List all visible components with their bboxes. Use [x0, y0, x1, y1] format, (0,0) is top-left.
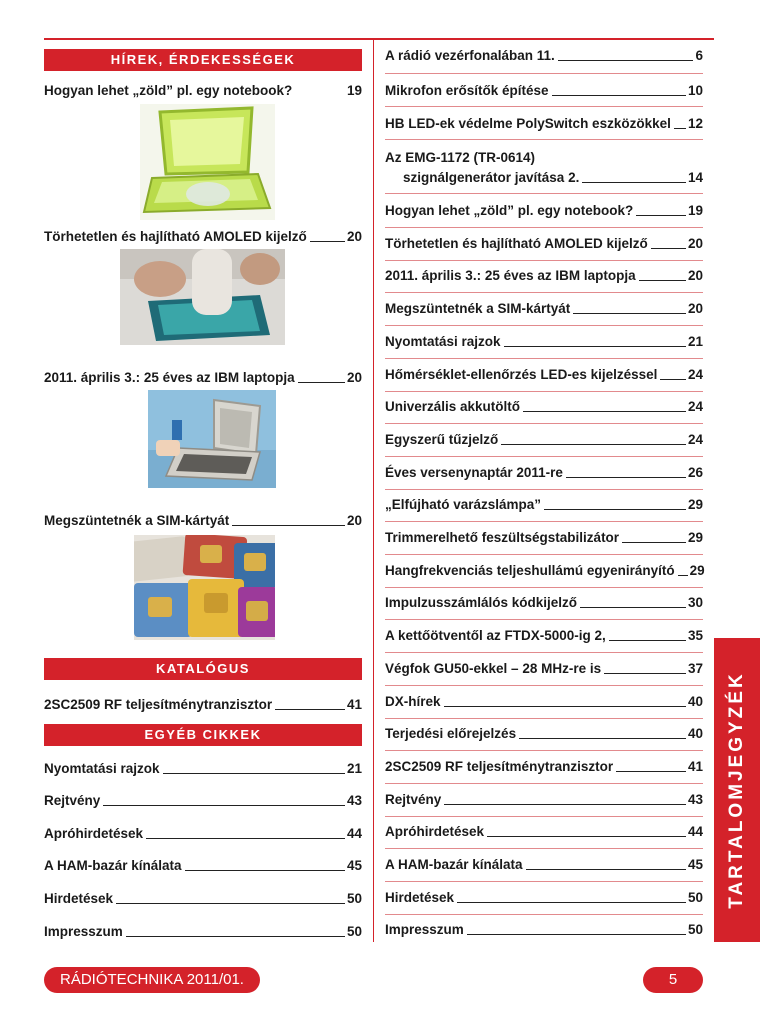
entry-page: 50: [687, 889, 703, 905]
entry-title: Nyomtatási rajzok: [44, 761, 160, 776]
toc-entry[interactable]: [385, 367, 703, 383]
catalog-header: KATALÓGUS: [44, 658, 362, 680]
entry-page: 40: [687, 693, 703, 709]
toc-entry[interactable]: [385, 465, 703, 481]
entry-title: Nyomtatási rajzok: [385, 333, 501, 349]
entry-title: DX-hírek: [385, 693, 441, 709]
sim-cards-image: [134, 535, 275, 640]
separator: [385, 106, 703, 107]
entry-title: 2SC2509 RF teljesítménytranzisztor: [385, 758, 614, 774]
entry-title: Trimmerelhető feszültségstabilizátor: [385, 530, 620, 545]
separator: [385, 881, 703, 882]
separator: [385, 391, 703, 392]
entry-page: 21: [687, 333, 703, 349]
toc-entry[interactable]: [385, 857, 703, 873]
entry-page: 20: [346, 513, 362, 528]
separator: [385, 750, 703, 751]
entry-page: 50: [346, 891, 362, 906]
entry-title: A HAM-bazár kínálata: [44, 858, 182, 873]
separator: [385, 456, 703, 457]
separator: [385, 193, 703, 194]
separator: [385, 718, 703, 719]
entry-title: A kettőötventől az FTDX-5000-ig 2,: [385, 628, 606, 644]
toc-entry[interactable]: [385, 824, 703, 840]
toc-entry-emg[interactable]: [385, 150, 703, 186]
separator: [385, 914, 703, 915]
separator: [385, 489, 703, 490]
entry-page: 14: [687, 170, 703, 185]
separator: [385, 619, 703, 620]
entry-title: Egyszerű tűzjelző: [385, 431, 499, 447]
entry-title: Apróhirdetések: [44, 826, 144, 841]
sidebar-title: TARTALOMJEGYZÉK: [726, 671, 747, 909]
entry-page: 29: [687, 530, 703, 545]
toc-entry[interactable]: [385, 792, 703, 808]
entry-title: Hirdetések: [385, 889, 455, 905]
other-entry-rejtveny[interactable]: [44, 793, 362, 809]
entry-title: Törhetetlen és hajlítható AMOLED kijelző: [385, 235, 648, 251]
entry-page: 37: [687, 660, 703, 676]
entry-page: 24: [687, 399, 703, 415]
entry-page: 20: [687, 235, 703, 251]
toc-entry[interactable]: [385, 334, 703, 350]
entry-page: 20: [346, 370, 362, 385]
other-entry-impresszum[interactable]: [44, 924, 362, 940]
toc-entry[interactable]: [385, 563, 703, 579]
entry-title: Terjedési előrejelzés: [385, 726, 517, 742]
toc-entry[interactable]: [385, 432, 703, 448]
entry-title: Hirdetések: [44, 891, 114, 906]
entry-title: „Elfújható varázslámpa”: [385, 497, 542, 513]
entry-title: 2SC2509 RF teljesítménytranzisztor: [44, 697, 273, 712]
separator: [385, 816, 703, 817]
separator: [385, 554, 703, 555]
separator: [385, 587, 703, 588]
entry-title: Rejtvény: [44, 793, 101, 808]
toc-entry[interactable]: [385, 236, 703, 252]
entry-title: A HAM-bazár kínálata: [385, 857, 523, 872]
toc-entry[interactable]: [385, 922, 703, 938]
entry-page: 50: [346, 924, 362, 939]
toc-entry[interactable]: [385, 759, 703, 775]
entry-page: 50: [687, 922, 703, 938]
entry-page: 24: [687, 431, 703, 447]
toc-entry-radio[interactable]: [385, 48, 703, 64]
toc-entry[interactable]: [385, 726, 703, 742]
news-header: HÍREK, ÉRDEKESSÉGEK: [44, 49, 362, 71]
toc-entry[interactable]: [385, 661, 703, 677]
toc-entry[interactable]: [385, 203, 703, 219]
separator: [385, 325, 703, 326]
news-entry-ibm[interactable]: [44, 370, 362, 386]
toc-entry[interactable]: [385, 628, 703, 644]
separator: [385, 292, 703, 293]
entry-page: 21: [346, 761, 362, 776]
news-entry-sim[interactable]: [44, 513, 362, 529]
entry-page: 44: [687, 824, 703, 840]
entry-page: 45: [687, 857, 703, 872]
entry-page: 30: [687, 595, 703, 611]
green-notebook-image: [140, 104, 275, 220]
toc-entry[interactable]: [385, 399, 703, 415]
footer-magazine-badge: RÁDIÓTECHNIKA 2011/01.: [44, 967, 260, 993]
entry-title: Hogyan lehet „zöld” pl. egy notebook?: [385, 203, 634, 218]
separator: [385, 260, 703, 261]
toc-entry-hb-led[interactable]: [385, 116, 703, 132]
entry-page: 20: [687, 268, 703, 284]
entry-title: Univerzális akkutöltő: [385, 399, 521, 415]
separator: [385, 358, 703, 359]
entry-title: Megszüntetnék a SIM-kártyát: [385, 301, 571, 317]
entry-page: 19: [346, 83, 362, 98]
entry-page: 10: [687, 83, 703, 98]
entry-title: Hangfrekvenciás teljeshullámú egyenirányító: [385, 562, 675, 578]
entry-title: Apróhirdetések: [385, 824, 485, 840]
entry-page: 43: [687, 791, 703, 807]
entry-page: 29: [687, 497, 703, 513]
footer-page-number: 5: [643, 967, 703, 993]
entry-page: 6: [695, 48, 703, 63]
entry-page: 41: [687, 758, 703, 774]
entry-page: 26: [687, 464, 703, 480]
entry-title: Hőmérséklet-ellenőrzés LED-es kijelzéssel: [385, 366, 658, 382]
separator: [385, 423, 703, 424]
other-entry-hirdetesek[interactable]: [44, 891, 362, 907]
catalog-entry-2sc2509[interactable]: [44, 697, 362, 713]
entry-title: Hogyan lehet „zöld” pl. egy notebook?: [44, 83, 293, 98]
entry-title: Impresszum: [385, 922, 464, 938]
entry-title: Rejtvény: [385, 791, 442, 807]
other-header: EGYÉB CIKKEK: [44, 724, 362, 746]
separator: [385, 848, 703, 849]
entry-page: 35: [687, 628, 703, 644]
separator: [385, 652, 703, 653]
other-entry-aprohirdetesek[interactable]: [44, 826, 362, 842]
column-divider: [373, 40, 374, 942]
separator: [385, 521, 703, 522]
entry-page: 24: [687, 366, 703, 382]
separator: [385, 73, 703, 74]
entry-page: 12: [687, 116, 703, 131]
amoled-display-image: [120, 249, 285, 345]
entry-title: A rádió vezérfonalában 11.: [385, 48, 555, 63]
toc-entry[interactable]: [385, 301, 703, 317]
toc-entry[interactable]: [385, 890, 703, 906]
entry-page: 41: [346, 697, 362, 712]
other-entry-ham-bazar[interactable]: [44, 858, 362, 874]
news-entry-amoled[interactable]: [44, 229, 362, 245]
news-entry-notebook[interactable]: [44, 83, 362, 99]
toc-entry[interactable]: [385, 497, 703, 513]
entry-page: 20: [346, 229, 362, 244]
toc-entry[interactable]: [385, 268, 703, 284]
other-entry-nyomtatasi[interactable]: [44, 761, 362, 777]
toc-entry[interactable]: [385, 694, 703, 710]
separator: [385, 685, 703, 686]
ibm-laptop-image: [148, 390, 276, 488]
entry-title: Törhetetlen és hajlítható AMOLED kijelző: [44, 229, 307, 244]
entry-page: 40: [687, 726, 703, 742]
entry-title: Impresszum: [44, 924, 123, 939]
separator: [385, 139, 703, 140]
entry-title: Megszüntetnék a SIM-kártyát: [44, 513, 230, 528]
entry-page: 44: [346, 826, 362, 841]
entry-title-line2: szignálgenerátor javítása 2.: [403, 170, 580, 185]
separator: [385, 783, 703, 784]
toc-entry-mikrofon[interactable]: [385, 83, 703, 99]
entry-title: 2011. április 3.: 25 éves az IBM laptopja: [44, 370, 295, 385]
entry-page: 20: [687, 301, 703, 317]
entry-page: 19: [687, 203, 703, 218]
toc-entry[interactable]: [385, 595, 703, 611]
entry-title: 2011. április 3.: 25 éves az IBM laptopja: [385, 268, 636, 284]
entry-page: 29: [689, 562, 705, 578]
sidebar: [714, 40, 760, 942]
entry-title: Végfok GU50-ekkel – 28 MHz-re is: [385, 660, 602, 676]
entry-title: Mikrofon erősítők építése: [385, 83, 549, 98]
entry-title: Éves versenynaptár 2011-re: [385, 464, 563, 480]
separator: [385, 227, 703, 228]
entry-page: 45: [346, 858, 362, 873]
top-rule: [44, 38, 714, 40]
entry-title: Impulzusszámlálós kódkijelző: [385, 595, 578, 611]
toc-entry[interactable]: [385, 530, 703, 546]
entry-page: 43: [346, 793, 362, 808]
entry-title: HB LED-ek védelme PolySwitch eszközökkel: [385, 116, 671, 131]
entry-title-line1: Az EMG-1172 (TR-0614): [385, 150, 536, 165]
